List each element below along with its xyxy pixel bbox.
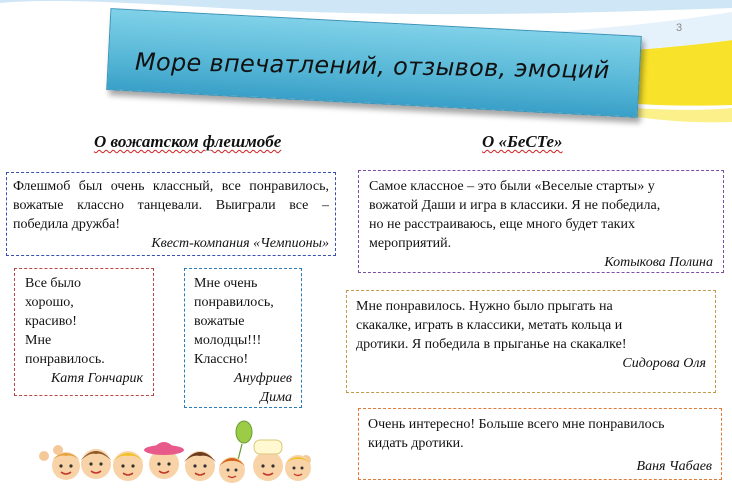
- review-katya: [14, 268, 154, 396]
- review-katya-author: Катя Гончарик: [51, 371, 143, 386]
- review-olya-author: Сидорова Оля: [622, 356, 706, 371]
- review-katya-line: Мне: [25, 333, 52, 348]
- review-polina-line: но не расстраиваюсь, еще много будет таких: [369, 217, 635, 232]
- review-katya-line: хорошо,: [25, 295, 74, 310]
- review-anufriev-line: молодцы!!!: [194, 333, 262, 348]
- review-anufriev-author: Ануфриев: [234, 371, 292, 386]
- review-flashmob: [6, 172, 336, 256]
- review-polina-line: вожатой Даши и игра в классики. Я не победила,: [369, 198, 661, 213]
- review-polina-line: мероприятий.: [369, 236, 452, 251]
- review-anufriev-line: Мне очень: [194, 276, 258, 291]
- review-anufriev-line: понравилось,: [194, 295, 274, 310]
- page-number: 3: [676, 22, 683, 34]
- review-anufriev-line: Классно!: [194, 352, 249, 367]
- slide-title: Море впечатлений, отзывов, эмоций: [134, 47, 610, 85]
- cartoon-kids-illustration: [36, 420, 316, 486]
- heading-beste: О «БеСТе»: [482, 132, 563, 151]
- review-flashmob-text: Флешмоб был очень классный, все понравилось, вожатые классно танцевали. Выиграли все – победила дружба!: [13, 179, 329, 232]
- review-katya-line: понравилось.: [25, 352, 105, 367]
- review-polina-author: Котыкова Полина: [604, 255, 713, 270]
- review-olya-line: скакалке, играть в классики, метать кольца и: [356, 318, 623, 333]
- review-anufriev: [184, 268, 302, 408]
- review-katya-line: красиво!: [25, 314, 77, 329]
- review-vanya: [358, 408, 722, 480]
- review-vanya-line: кидать дротики.: [368, 436, 464, 451]
- heading-flashmob: О вожатском флешмобе: [94, 132, 282, 151]
- review-polina: [358, 170, 724, 273]
- review-olya-line: Мне понравилось. Нужно было прыгать на: [356, 299, 613, 314]
- review-flashmob-author: Квест-компания «Чемпионы»: [151, 236, 329, 251]
- review-olya-line: дротики. Я победила в прыганье на скакалке!: [356, 337, 627, 352]
- review-anufriev-author-name: Дима: [260, 390, 292, 405]
- review-anufriev-line: вожатые: [194, 314, 245, 329]
- review-olya: [346, 290, 716, 393]
- review-vanya-author: Ваня Чабаев: [636, 459, 712, 474]
- review-vanya-line: Очень интересно! Больше всего мне понравилось: [368, 417, 665, 432]
- review-katya-line: Все было: [25, 276, 81, 291]
- review-polina-line: Самое классное – это были «Веселые старты» у: [369, 179, 655, 194]
